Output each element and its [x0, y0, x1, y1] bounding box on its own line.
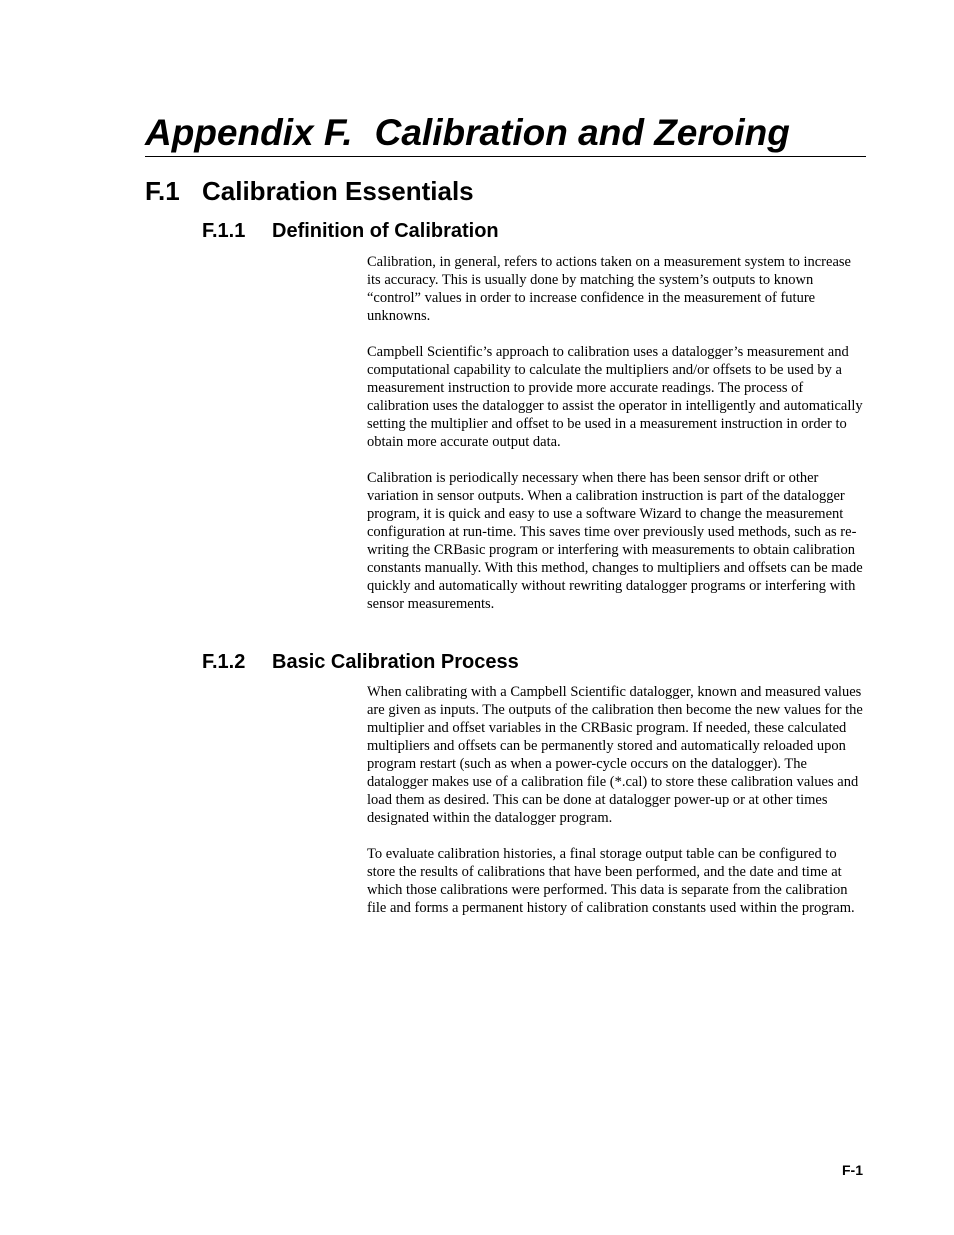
appendix-title — [145, 111, 790, 155]
section-heading — [145, 175, 474, 207]
appendix-label: Appendix F. — [145, 112, 353, 153]
paragraph: Campbell Scientific’s approach to calibration uses a datalogger’s measurement and computational capability to calculate the multipliers and/or offsets to be used by a measurement instruction to provide more accurate readings. The process of calibration uses the datalogger to assist the operator in intelligently and automatically setting the multiplier and offset to be used in a measurement instruction in order to obtain more accurate output data. — [367, 344, 863, 450]
paragraph: To evaluate calibration histories, a final storage output table can be configured to store the results of calibrations that have been performed, and the date and time at which those calibrations were performed. This data is separate from the calibration file and forms a permanent history of calibration constants used within the program. — [367, 846, 855, 916]
subsection-title: Basic Calibration Process — [272, 651, 519, 673]
subsection-title: Definition of Calibration — [272, 220, 499, 242]
title-rule — [145, 156, 866, 157]
paragraph: When calibrating with a Campbell Scientific datalogger, known and measured values are given as inputs. The outputs of the calibration then become the new values for the multiplier and offset variables in the CRBasic program. If needed, these calculated multipliers and offsets can be permanently stored and automatically reloaded upon program restart (such as when a power-cycle occurs on the datalogger). The datalogger makes use of a calibration file (*.cal) to store these calibration values and load them as desired. This can be done at datalogger power-up or at other times designated within the datalogger program. — [367, 684, 863, 826]
subsection-number: F.1.1 — [202, 220, 246, 242]
subsection-heading-definition — [202, 219, 499, 243]
appendix-title-text: Calibration and Zeroing — [374, 112, 790, 153]
process-body — [367, 683, 867, 917]
paragraph: Calibration, in general, refers to actions taken on a measurement system to increase its accuracy. This is usually done by matching the system’s outputs to known “control” values in order to increase confidence in the measurement of future unknowns. — [367, 254, 851, 324]
subsection-number: F.1.2 — [202, 651, 246, 673]
section-title: Calibration Essentials — [202, 176, 474, 206]
definition-body — [367, 253, 867, 613]
subsection-heading-process — [202, 650, 519, 674]
section-number: F.1 — [145, 176, 180, 206]
paragraph: Calibration is periodically necessary when there has been sensor drift or other variation in sensor outputs. When a calibration instruction is part of the datalogger program, it is quick and easy to use a software Wizard to change the measurement configuration at run-time. This saves time over previously used methods, such as re-writing the CRBasic program or interfering with measurements to obtain calibration constants manually. With this method, changes to multipliers and offsets can be made quickly and automatically without rewriting datalogger programs or interfering with sensor measurements. — [367, 470, 863, 612]
page-number: F-1 — [842, 1162, 863, 1178]
